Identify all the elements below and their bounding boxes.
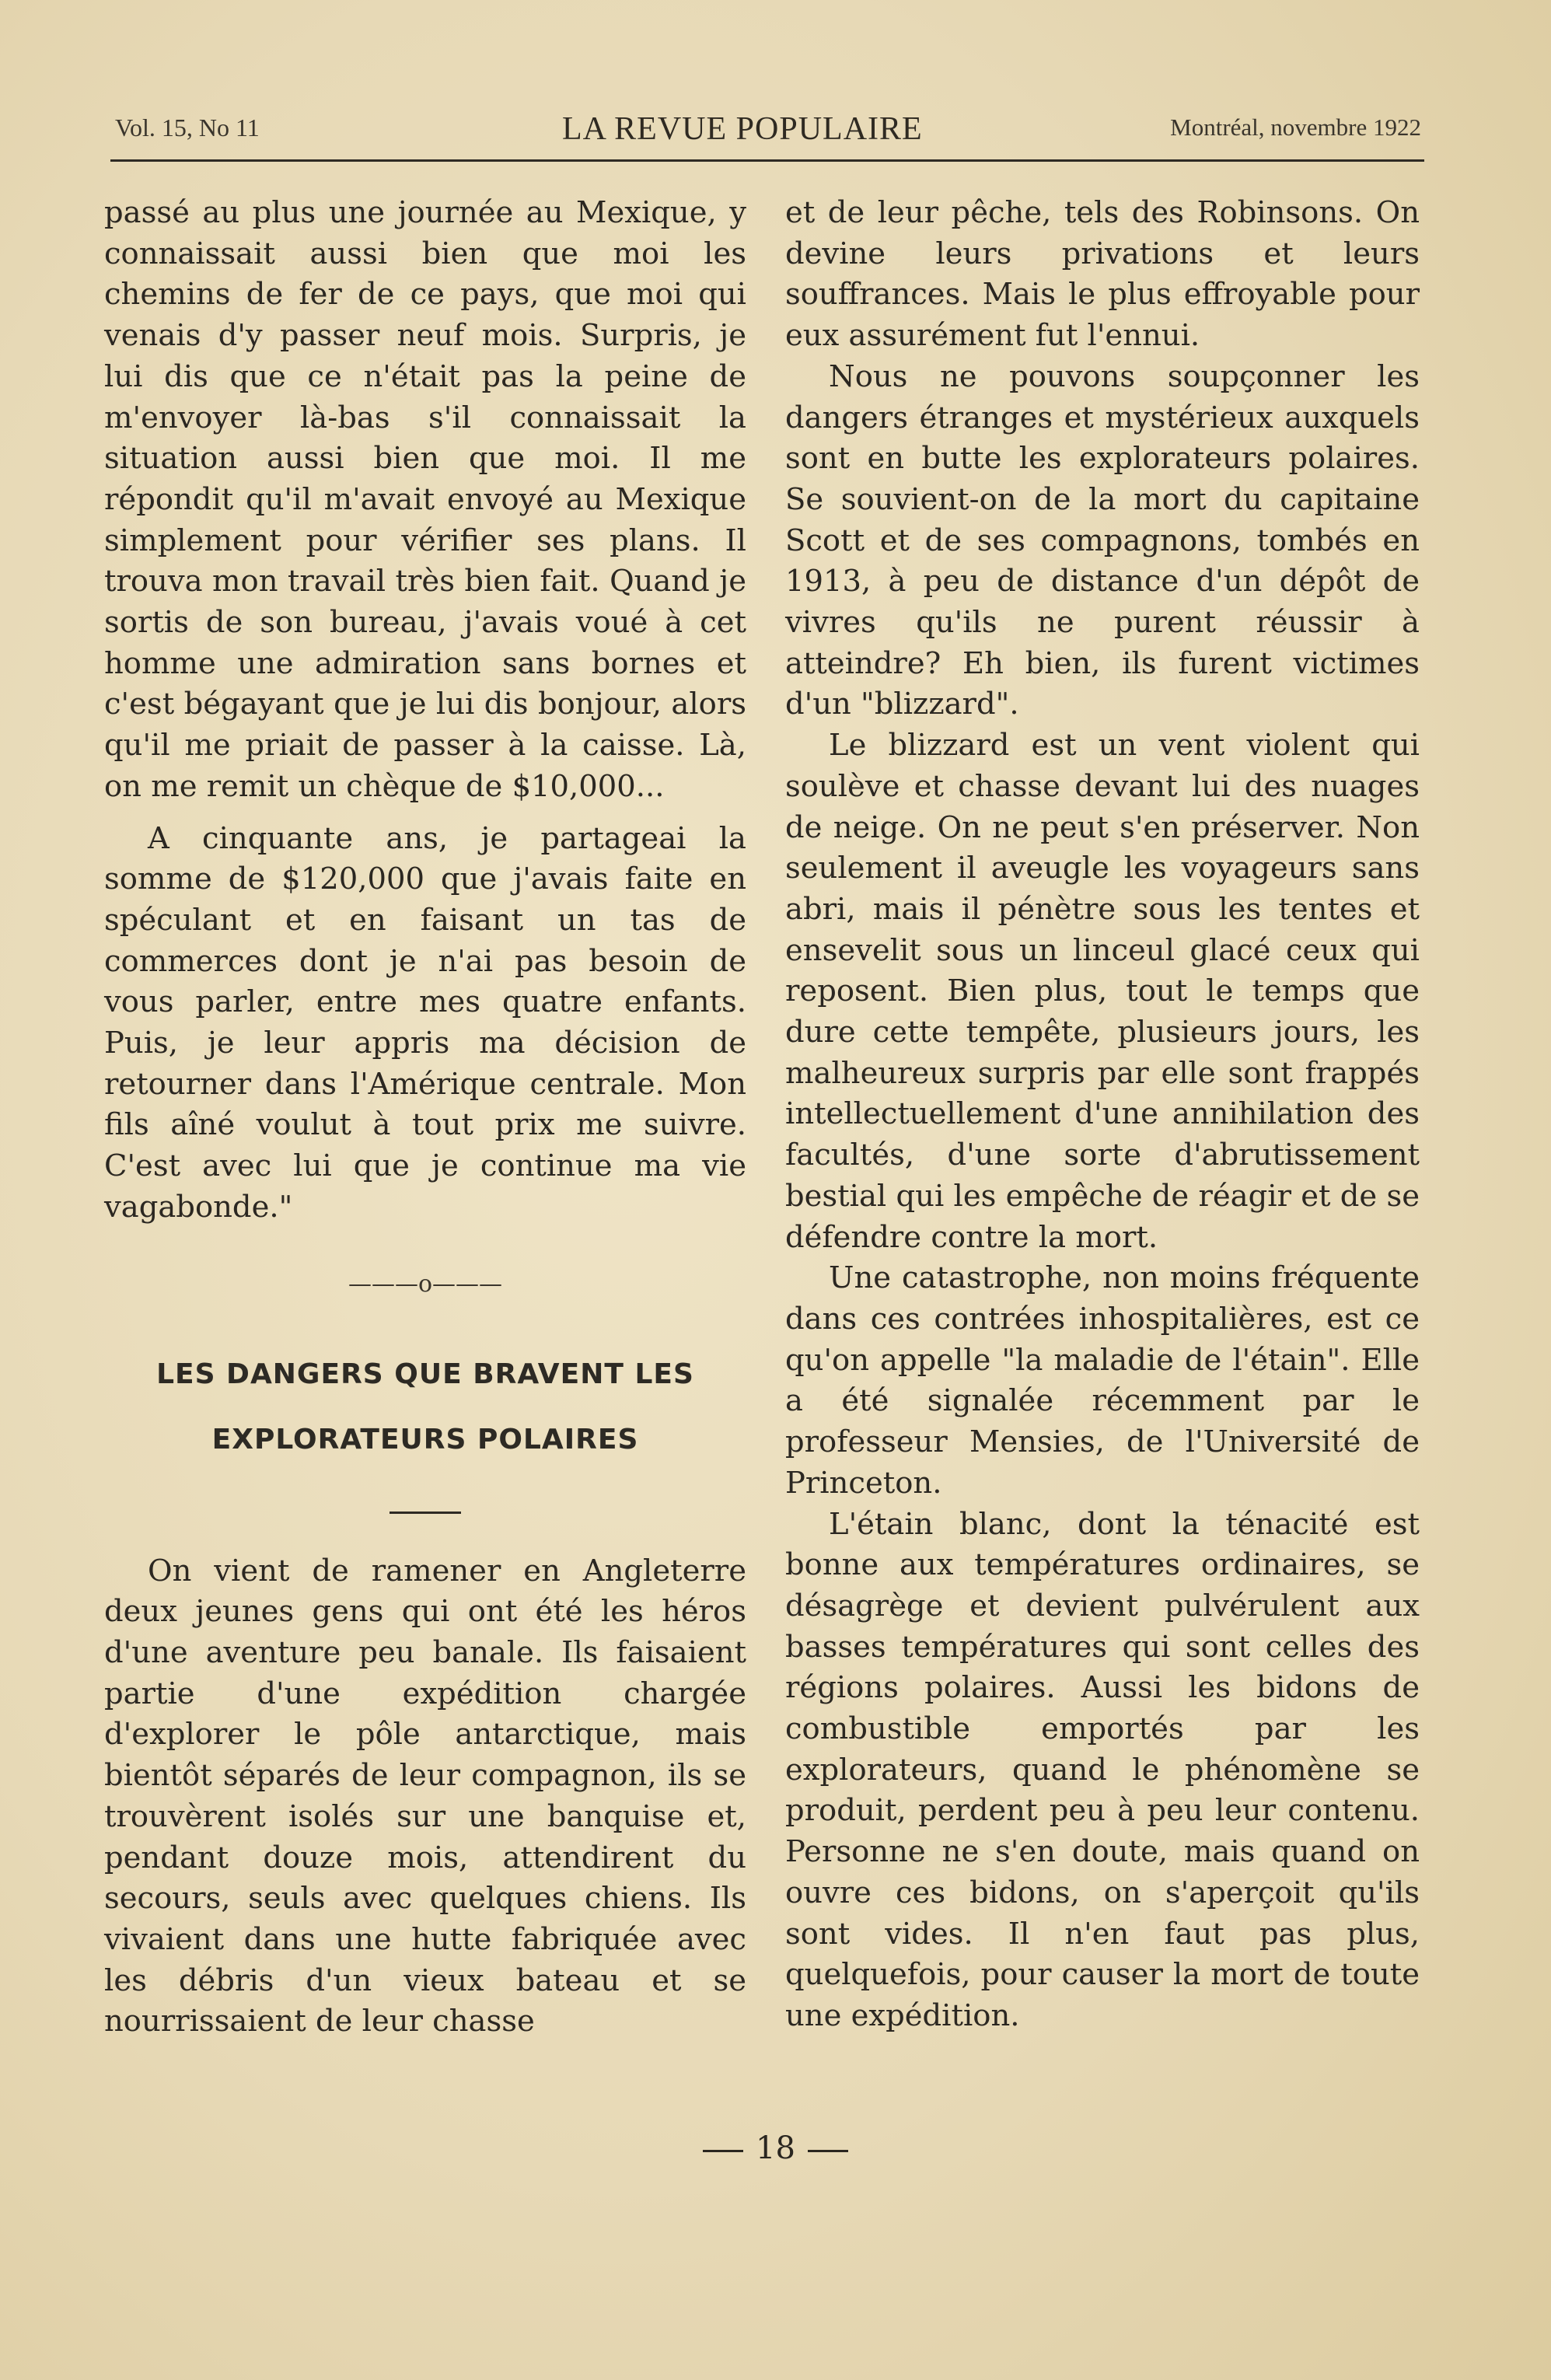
paragraph: On vient de ramener en Angleterre deux jeunes gens qui ont été les héros d'une aventure peu banale. Ils faisaient partie d'une expédition chargée d'explorer le pôle antarctique, mais bientôt séparés de leur compagnon, ils se trouvèrent isolés sur une banquise et, pendant douze mois, attendirent du secours, seuls avec quelques chiens. Ils vivaient dans une hutte fabriquée avec les débris d'un vieux bateau et se nourrissaient de leur chasse [104,1553,746,2039]
section-separator: ———o——— [348,1270,503,1298]
folio-dash-right [808,2150,848,2152]
right-column [785,193,1420,2037]
paragraph: Nous ne pouvons soupçonner les dangers étranges et mystérieux auxquels sont en butte les explorateurs polaires. Se souvient-on de la mort du capitaine Scott et de ses compagnons, tombés en 1913, à peu de distance d'un dépôt de vivres qu'ils ne purent réussir à atteindre? Eh bien, ils furent victimes d'un "blizzard". [785,358,1420,722]
paragraph: Le blizzard est un vent violent qui soulève et chasse devant lui des nuages de neige. On ne peut s'en préserver. Non seulement il aveugle les voyageurs sans abri, mais il pénètre sous les tentes et ensevelit sous un linceul glacé ceux qui reposent. Bien plus, tout le temps que dure cette tempête, plusieurs jours, les malheureux surpris par elle sont frappés intellectuellement d'une annihilation des facultés, d'une sorte d'abrutissement bestial qui les empêche de réagir et de se défendre contre la mort. [785,728,1420,1255]
continued-paragraph: passé au plus une journée au Mexique, y connaissait aussi bien que moi les chemins de fer de ce pays, que moi qui venais d'y passer neuf mois. Surpris, je lui dis que ce n'était pas la peine de m'envoyer là-bas s'il connaissait la situation aussi bien que moi. Il me répondit qu'il m'avait envoyé au Mexique simplement pour vérifier ses plans. Il trouva mon travail très bien fait. Quand je sortis de son bureau, j'avais voué à cet homme une admiration sans bornes et c'est bégayant que je lui dis bonjour, alors qu'il me priait de passer à la caisse. Là, on me remit un chèque de $10,000... [104,195,746,804]
publication-title: LA REVUE POPULAIRE [562,111,923,147]
folio-dash-left [703,2150,743,2152]
header-rule [110,159,1424,162]
issue-date: Montréal, novembre 1922 [1170,114,1421,141]
page-header [115,110,1421,149]
page-footer [0,2130,1551,2166]
article-title [104,1342,746,1473]
continued-paragraph: et de leur pêche, tels des Robinsons. On devine leurs privations et leurs souffrances. Mais le plus effroyable pour eux assurément fut l'ennui. [785,195,1420,354]
paragraph: L'étain blanc, dont la ténacité est bonne aux températures ordinaires, se désagrège et devient pulvérulent aux basses températures qui sont celles des régions polaires. Aussi les bidons de combustible emportés par les explorateurs, quand le phénomène se produit, perdent peu à peu leur contenu. Personne ne s'en doute, mais quand on ouvre ces bidons, on s'aperçoit qu'ils sont vides. Il n'en faut pas plus, quelquefois, pour causer la mort de toute une expédition. [785,1506,1420,2033]
page-number: 18 [756,2130,795,2166]
volume-number: Vol. 15, No 11 [115,114,260,142]
paragraph: Une catastrophe, non moins fréquente dans ces contrées inhospitalières, est ce qu'on appelle "la maladie de l'étain". Elle a été signalée récemment par le professeur Mensies, de l'Université de Princeton. [785,1260,1420,1501]
paragraph: A cinquante ans, je partageai la somme de $120,000 que j'avais faite en spéculant et en faisant un tas de commerces dont je n'ai pas besoin de vous parler, entre mes quatre enfants. Puis, je leur appris ma décision de retourner dans l'Amérique centrale. Mon fils aîné voulut à tout prix me suivre. C'est avec lui que je continue ma vie vagabonde." [104,820,746,1225]
article-title-line-1: LES DANGERS QUE BRAVENT LES [156,1358,694,1390]
title-rule [389,1512,461,1514]
article-title-line-2: EXPLORATEURS POLAIRES [211,1423,639,1456]
left-column [104,193,746,2043]
